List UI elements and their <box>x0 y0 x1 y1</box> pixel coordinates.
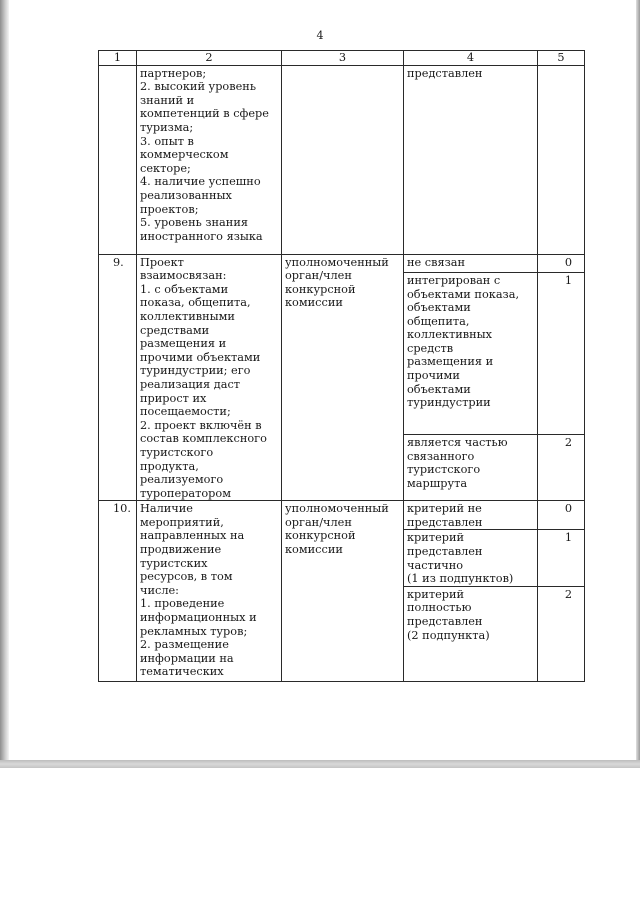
text-line: объектами <box>407 301 471 315</box>
text-line: прочими <box>407 369 460 383</box>
text-line: туристского <box>407 463 481 477</box>
text-line: конкурсной <box>285 529 356 543</box>
text-line: коллективными <box>140 309 235 323</box>
table-row-continued <box>99 65 585 254</box>
text-line: туристских <box>140 556 208 570</box>
column-header: 5 <box>538 51 585 66</box>
text-line: орган/член <box>285 515 352 529</box>
evaluator-cell <box>282 254 404 501</box>
text-line: 1. проведение <box>140 597 225 611</box>
text-line: рекламных туров; <box>140 624 248 638</box>
text-line: объектами показа, <box>407 287 520 301</box>
text-line: объектами <box>407 382 471 396</box>
row-number-cell: 10. <box>99 501 137 682</box>
text-line: орган/член <box>285 269 352 283</box>
text-line: компетенций в сфере <box>140 107 269 121</box>
criterion-value-cell <box>404 435 538 501</box>
score-cell: 0 <box>538 501 585 530</box>
text-line: Проект <box>140 255 184 269</box>
text-line: продвижение <box>140 543 222 557</box>
text-line: комиссии <box>285 543 343 557</box>
column-header: 4 <box>404 51 538 66</box>
text-line: информационных и <box>140 611 257 625</box>
column-header: 1 <box>99 51 137 66</box>
evaluator-cell <box>282 501 404 682</box>
text-line: средств <box>407 341 454 355</box>
text-line: иностранного языка <box>140 229 263 243</box>
text-line: информации на <box>140 651 234 665</box>
scan-edge-bottom <box>0 760 640 768</box>
criterion-description-cell <box>137 254 282 501</box>
text-line: не связан <box>407 255 466 269</box>
text-line: представлен <box>407 515 483 529</box>
text-line: связанного <box>407 449 475 463</box>
text-line: 3. опыт в <box>140 134 194 148</box>
text-line: 2. проект включён в <box>140 418 262 432</box>
text-line: продукта, <box>140 459 199 473</box>
text-line: критерий не <box>407 502 482 516</box>
text-line: уполномоченный <box>285 502 389 516</box>
text-line: размещения и <box>407 355 494 369</box>
row-number-cell <box>99 65 137 254</box>
text-line: частично <box>407 558 464 572</box>
page-number: 4 <box>316 29 324 42</box>
criterion-value-cell <box>404 65 538 254</box>
text-line: показа, общепита, <box>140 296 251 310</box>
text-line: посещаемости; <box>140 405 231 419</box>
text-line: средствами <box>140 323 210 337</box>
score-cell: 0 <box>538 254 585 272</box>
criterion-value-cell <box>404 586 538 681</box>
text-line: направленных на <box>140 529 245 543</box>
score-cell: 1 <box>538 530 585 586</box>
text-line: является частью <box>407 436 508 449</box>
criterion-value-cell <box>404 272 538 434</box>
text-line: маршрута <box>407 476 468 490</box>
text-line: размещения и <box>140 337 227 351</box>
text-line: состав комплексного <box>140 432 267 446</box>
criterion-description-cell <box>137 501 282 682</box>
text-line: коммерческом <box>140 148 229 162</box>
scan-edge-left <box>0 0 9 766</box>
text-line: 5. уровень знания <box>140 216 248 230</box>
text-line: туриндустрии; его <box>140 364 251 378</box>
text-line: конкурсной <box>285 282 356 296</box>
text-line: коллективных <box>407 328 492 342</box>
text-line: туризма; <box>140 120 194 134</box>
text-line: уполномоченный <box>285 255 389 269</box>
text-line: (1 из подпунктов) <box>407 572 514 586</box>
criterion-value-cell <box>404 254 538 272</box>
row-number-cell: 9. <box>99 254 137 501</box>
text-line: мероприятий, <box>140 515 224 529</box>
text-line: партнеров; <box>140 66 207 80</box>
text-line: тематических <box>140 665 224 679</box>
text-line: реализованных <box>140 188 232 202</box>
criterion-value-cell <box>404 501 538 530</box>
text-line: проектов; <box>140 202 199 216</box>
table-header-row <box>99 51 585 66</box>
text-line: знаний и <box>140 93 195 107</box>
text-line: представлен <box>407 615 483 629</box>
evaluator-cell <box>282 65 404 254</box>
text-line: интегрирован с <box>407 273 501 287</box>
text-line: представлен <box>407 545 483 559</box>
text-line: (2 подпункта) <box>407 628 490 642</box>
text-line: критерий <box>407 531 465 545</box>
text-line: туроператором <box>140 486 231 500</box>
criterion-value-cell <box>404 530 538 586</box>
score-cell <box>538 65 585 254</box>
text-line: 1. с объектами <box>140 282 229 296</box>
scan-edge-right <box>636 0 640 766</box>
text-line: реализуемого <box>140 473 224 487</box>
criteria-table <box>98 50 585 682</box>
column-header: 2 <box>137 51 282 66</box>
text-line: 2. размещение <box>140 638 229 652</box>
text-line: секторе; <box>140 161 191 175</box>
text-line: критерий <box>407 587 465 601</box>
text-line: реализация даст <box>140 377 241 391</box>
text-line: туристского <box>140 445 214 459</box>
text-line: представлен <box>407 66 483 80</box>
text-line: ресурсов, в том <box>140 570 233 584</box>
column-header: 3 <box>282 51 404 66</box>
text-line: общепита, <box>407 314 470 328</box>
table-row-9 <box>99 254 585 272</box>
text-line: Наличие <box>140 502 193 516</box>
score-cell: 2 <box>538 435 585 501</box>
text-line: туриндустрии <box>407 396 491 410</box>
text-line: числе: <box>140 583 179 597</box>
text-line: комиссии <box>285 296 343 310</box>
text-line: полностью <box>407 601 472 615</box>
score-cell: 2 <box>538 586 585 681</box>
table-row-10 <box>99 501 585 530</box>
text-line: прочими объектами <box>140 350 261 364</box>
score-cell: 1 <box>538 272 585 434</box>
text-line: прирост их <box>140 391 207 405</box>
text-line: взаимосвязан: <box>140 269 227 283</box>
criterion-description-cell <box>137 65 282 254</box>
text-line: 2. высокий уровень <box>140 80 256 94</box>
text-line: 4. наличие успешно <box>140 175 261 189</box>
